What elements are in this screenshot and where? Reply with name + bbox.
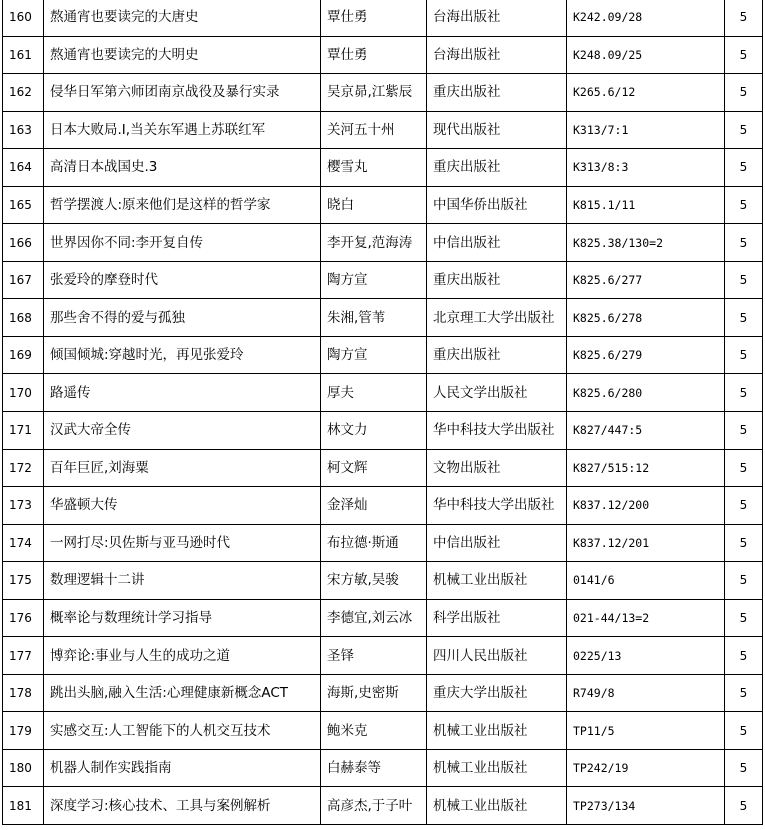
copy-count: 5 (725, 787, 763, 825)
book-publisher: 重庆出版社 (427, 74, 567, 112)
table-row (3, 374, 763, 412)
call-number: K815.1/11 (567, 186, 725, 224)
row-number: 176 (3, 599, 44, 637)
row-number: 178 (3, 674, 44, 712)
copy-count: 5 (725, 524, 763, 562)
book-title: 高清日本战国史.3 (44, 149, 321, 187)
book-author: 高彦杰,于子叶 (321, 787, 427, 825)
row-number: 161 (3, 36, 44, 74)
book-publisher: 重庆出版社 (427, 261, 567, 299)
row-number: 167 (3, 261, 44, 299)
book-title: 汉武大帝全传 (44, 412, 321, 450)
table-row (3, 299, 763, 337)
book-author: 覃仕勇 (321, 0, 427, 36)
book-title: 深度学习:核心技术、工具与案例解析 (44, 787, 321, 825)
book-title: 世界因你不同:李开复自传 (44, 224, 321, 262)
copy-count: 5 (725, 674, 763, 712)
book-title: 张爱玲的摩登时代 (44, 261, 321, 299)
call-number: 021-44/13=2 (567, 599, 725, 637)
table-row (3, 487, 763, 525)
book-publisher: 中信出版社 (427, 224, 567, 262)
book-title: 倾国倾城:穿越时光，再见张爱玲 (44, 336, 321, 374)
call-number: K837.12/200 (567, 487, 725, 525)
book-publisher: 华中科技大学出版社 (427, 412, 567, 450)
table-row (3, 749, 763, 787)
book-author: 鲍米克 (321, 712, 427, 750)
book-title: 概率论与数理统计学习指导 (44, 599, 321, 637)
table-row (3, 674, 763, 712)
book-author: 关河五十州 (321, 111, 427, 149)
table-row (3, 261, 763, 299)
book-publisher: 四川人民出版社 (427, 637, 567, 675)
book-publisher: 科学出版社 (427, 599, 567, 637)
table-row (3, 224, 763, 262)
book-author: 布拉德·斯通 (321, 524, 427, 562)
book-publisher: 机械工业出版社 (427, 787, 567, 825)
book-publisher: 台海出版社 (427, 36, 567, 74)
book-author: 宋方敏,吴骏 (321, 562, 427, 600)
copy-count: 5 (725, 0, 763, 36)
call-number: TP242/19 (567, 749, 725, 787)
table-row (3, 412, 763, 450)
book-author: 樱雪丸 (321, 149, 427, 187)
row-number: 171 (3, 412, 44, 450)
row-number: 181 (3, 787, 44, 825)
table-row (3, 449, 763, 487)
table-row (3, 524, 763, 562)
copy-count: 5 (725, 36, 763, 74)
book-title: 熬通宵也要读完的大唐史 (44, 0, 321, 36)
table-row (3, 111, 763, 149)
book-title: 一网打尽:贝佐斯与亚马逊时代 (44, 524, 321, 562)
call-number: K827/515:12 (567, 449, 725, 487)
table-row (3, 712, 763, 750)
row-number: 177 (3, 637, 44, 675)
book-title: 侵华日军第六师团南京战役及暴行实录 (44, 74, 321, 112)
row-number: 172 (3, 449, 44, 487)
copy-count: 5 (725, 224, 763, 262)
book-author: 李开复,范海涛 (321, 224, 427, 262)
call-number: K313/7:1 (567, 111, 725, 149)
row-number: 162 (3, 74, 44, 112)
call-number: K248.09/25 (567, 36, 725, 74)
call-number: K825.6/280 (567, 374, 725, 412)
book-publisher: 台海出版社 (427, 0, 567, 36)
row-number: 175 (3, 562, 44, 600)
book-title: 熬通宵也要读完的大明史 (44, 36, 321, 74)
table-row (3, 637, 763, 675)
book-publisher: 机械工业出版社 (427, 562, 567, 600)
row-number: 174 (3, 524, 44, 562)
book-author: 吴京昴,江紫辰 (321, 74, 427, 112)
table-row (3, 599, 763, 637)
book-title: 实感交互:人工智能下的人机交互技术 (44, 712, 321, 750)
call-number: K313/8:3 (567, 149, 725, 187)
book-publisher: 人民文学出版社 (427, 374, 567, 412)
copy-count: 5 (725, 487, 763, 525)
call-number: K242.09/28 (567, 0, 725, 36)
book-title: 百年巨匠,刘海粟 (44, 449, 321, 487)
book-author: 林文力 (321, 412, 427, 450)
book-author: 陶方宣 (321, 261, 427, 299)
table-row (3, 562, 763, 600)
row-number: 160 (3, 0, 44, 36)
book-author: 柯文辉 (321, 449, 427, 487)
book-author: 海斯,史密斯 (321, 674, 427, 712)
copy-count: 5 (725, 449, 763, 487)
book-title: 机器人制作实践指南 (44, 749, 321, 787)
book-publisher: 重庆大学出版社 (427, 674, 567, 712)
row-number: 166 (3, 224, 44, 262)
copy-count: 5 (725, 412, 763, 450)
copy-count: 5 (725, 186, 763, 224)
book-author: 李德宜,刘云冰 (321, 599, 427, 637)
book-title: 数理逻辑十二讲 (44, 562, 321, 600)
book-author: 厚夫 (321, 374, 427, 412)
copy-count: 5 (725, 749, 763, 787)
copy-count: 5 (725, 74, 763, 112)
book-publisher: 重庆出版社 (427, 336, 567, 374)
table-row (3, 36, 763, 74)
call-number: TP11/5 (567, 712, 725, 750)
table-row (3, 186, 763, 224)
book-publisher: 中国华侨出版社 (427, 186, 567, 224)
row-number: 170 (3, 374, 44, 412)
call-number: K825.6/278 (567, 299, 725, 337)
copy-count: 5 (725, 336, 763, 374)
table-row (3, 787, 763, 825)
call-number: K825.6/277 (567, 261, 725, 299)
copy-count: 5 (725, 111, 763, 149)
book-publisher: 北京理工大学出版社 (427, 299, 567, 337)
copy-count: 5 (725, 299, 763, 337)
call-number: TP273/134 (567, 787, 725, 825)
book-author: 陶方宣 (321, 336, 427, 374)
row-number: 173 (3, 487, 44, 525)
book-author: 朱湘,管苇 (321, 299, 427, 337)
book-author: 覃仕勇 (321, 36, 427, 74)
book-title: 博弈论:事业与人生的成功之道 (44, 637, 321, 675)
table-row (3, 336, 763, 374)
copy-count: 5 (725, 599, 763, 637)
book-title: 那些舍不得的爱与孤独 (44, 299, 321, 337)
call-number: 0141/6 (567, 562, 725, 600)
call-number: R749/8 (567, 674, 725, 712)
table-row (3, 74, 763, 112)
book-title: 哲学摆渡人:原来他们是这样的哲学家 (44, 186, 321, 224)
call-number: K825.38/130=2 (567, 224, 725, 262)
call-number: K827/447:5 (567, 412, 725, 450)
row-number: 180 (3, 749, 44, 787)
book-publisher: 华中科技大学出版社 (427, 487, 567, 525)
book-publisher: 中信出版社 (427, 524, 567, 562)
row-number: 168 (3, 299, 44, 337)
table-row (3, 0, 763, 36)
book-publisher: 机械工业出版社 (427, 712, 567, 750)
book-title: 华盛顿大传 (44, 487, 321, 525)
book-title: 日本大败局.I,当关东军遇上苏联红军 (44, 111, 321, 149)
row-number: 163 (3, 111, 44, 149)
call-number: K265.6/12 (567, 74, 725, 112)
row-number: 179 (3, 712, 44, 750)
row-number: 165 (3, 186, 44, 224)
call-number: 0225/13 (567, 637, 725, 675)
table-row (3, 149, 763, 187)
book-publisher: 文物出版社 (427, 449, 567, 487)
book-title: 跳出头脑,融入生活:心理健康新概念ACT (44, 674, 321, 712)
book-author: 白赫泰等 (321, 749, 427, 787)
copy-count: 5 (725, 562, 763, 600)
book-author: 金泽灿 (321, 487, 427, 525)
call-number: K825.6/279 (567, 336, 725, 374)
book-list-table (2, 0, 763, 825)
book-author: 圣铎 (321, 637, 427, 675)
book-author: 晓白 (321, 186, 427, 224)
copy-count: 5 (725, 374, 763, 412)
copy-count: 5 (725, 637, 763, 675)
call-number: K837.12/201 (567, 524, 725, 562)
copy-count: 5 (725, 712, 763, 750)
row-number: 164 (3, 149, 44, 187)
row-number: 169 (3, 336, 44, 374)
book-publisher: 现代出版社 (427, 111, 567, 149)
copy-count: 5 (725, 261, 763, 299)
book-list-body (3, 0, 763, 825)
book-publisher: 重庆出版社 (427, 149, 567, 187)
book-title: 路遥传 (44, 374, 321, 412)
copy-count: 5 (725, 149, 763, 187)
book-publisher: 机械工业出版社 (427, 749, 567, 787)
